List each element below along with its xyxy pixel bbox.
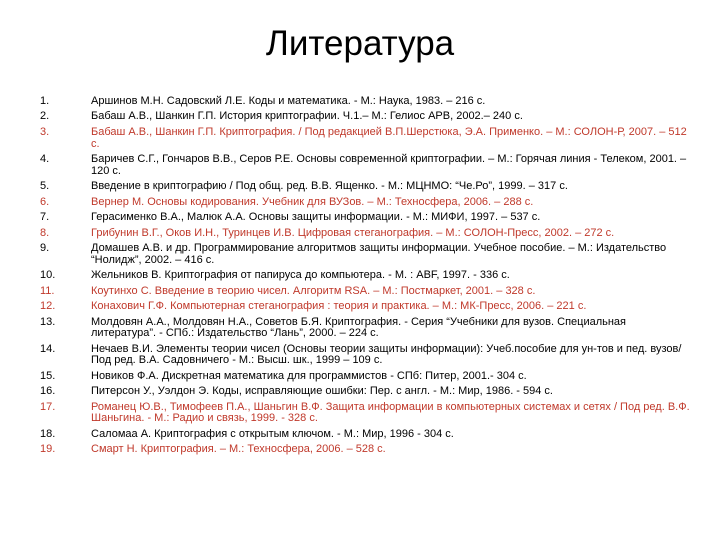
list-item-text: Смарт Н. Криптография. – М.: Техносфера, 2006. – 528 с. [91,443,386,456]
list-item [40,371,690,383]
list-item-text: Новиков Ф.А. Дискретная математика для программистов - СПб: Питер, 2001.- 304 с. [91,369,527,382]
list-item [40,127,690,150]
page-title: Литература [265,24,455,63]
list-item-text: Романец Ю.В., Тимофеев П.А., Шаньгин В.Ф. Защита информации в компьютерных системах и сетях / Под ред. В.Ф. Шаньгина. - М.: Радио и связь, 1999. - 328 с. [91,400,690,425]
list-item [40,344,690,367]
list-item-text: Введение в криптографию / Под общ. ред. В.В. Ященко. - М.: МЦНМО: “Че.Ро”, 1999. – 317 с. [91,180,568,193]
list-item [40,429,690,441]
list-item-number: 12. [40,300,56,313]
list-item-number: 19. [40,443,56,456]
list-item [40,154,690,177]
list-item-text: Герасименко В.А., Малюк А.А. Основы защиты информации. - М.: МИФИ, 1997. – 537 с. [91,211,541,224]
list-item-text: Бабаш А.В., Шанкин Г.П. Криптография. / Под редакцией В.П.Шерстюка, Э.А. Применко. – М.: СОЛОН-Р, 2007. – 512 с. [91,125,687,150]
list-item [40,96,690,108]
list-item-text: Нечаев В.И. Элементы теории чисел (Основы теории защиты информации): Учеб.пособие для ун-тов и пед. вузов/ Под ред. В.А. Садовничего - М.: Высш. шк., 1999 – 109 с. [91,342,682,367]
list-item-text: Домашев А.В. и др. Программирование алгоритмов защиты информации. Учебное пособие. – М.: Издательство “Нолидж”, 2002. – 416 с. [91,242,667,266]
list-item-text: Аршинов М.Н. Садовский Л.Е. Коды и математика. - М.: Наука, 1983. – 216 с. [91,95,486,107]
list-item-number: 4. [40,153,50,166]
list-item-text: Жельников В. Криптография от папируса до компьютера. - М. : ABF, 1997. - 336 с. [91,269,510,282]
list-item-number: 5. [40,180,50,193]
list-item-number: 13. [40,315,56,328]
list-item [40,243,690,266]
list-item [40,197,690,209]
list-item-number: 2. [40,110,50,123]
list-item-number: 7. [40,211,50,224]
list-item-number: 11. [40,284,55,297]
list-item [40,386,690,398]
list-item-text: Бабаш А.В., Шанкин Г.П. История криптографии. Ч.1.– М.: Гелиос АРВ, 2002.– 240 с. [91,110,523,123]
list-item [40,286,690,298]
list-item-number: 18. [40,427,56,440]
list-item [40,212,690,224]
list-item-number: 14. [40,342,56,355]
list-item-text: Питерсон У., Уэлдон Э. Коды, исправляющие ошибки: Пер. с англ. - М.: Мир, 1986. - 594 с. [91,385,553,398]
list-item-number: 15. [40,369,56,382]
list-item-number: 10. [40,269,56,282]
list-item [40,228,690,240]
list-item [40,444,690,456]
list-item-text: Баричев С.Г., Гончаров В.В., Серов Р.Е. Основы современной криптографии. – М.: Горячая линия - Телеком, 2001. – 120 с. [91,153,687,177]
list-item-number: 6. [40,195,50,208]
list-item [40,402,690,425]
list-item-text: Коутинхо С. Введение в теорию чисел. Алгоритм RSA. – М.: Постмаркет, 2001. – 328 с. [91,284,536,297]
list-item-number: 16. [40,385,56,398]
list-item-text: Саломаа А. Криптография с открытым ключом. - М.: Мир, 1996 - 304 с. [91,427,454,440]
reference-list [40,96,690,460]
list-item-number: 9. [40,242,50,255]
list-item [40,270,690,282]
list-item-number: 17. [40,400,56,413]
list-item [40,301,690,313]
list-item-number: 3. [40,125,50,138]
list-item-text: Грибунин В.Г., Оков И.Н., Туринцев И.В. Цифровая стеганография. – М.: СОЛОН-Пресс, 2002. – 272 с. [91,226,615,239]
list-item-number: 8. [40,226,50,239]
list-item [40,111,690,123]
list-item-text: Вернер М. Основы кодирования. Учебник для ВУЗов. – М.: Техносфера, 2006. – 288 с. [91,195,534,208]
list-item [40,181,690,193]
list-item-number: 1. [40,95,50,107]
list-item-text: Конахович Г.Ф. Компьютерная стеганография : теория и практика. – М.: МК-Пресс, 2006. – 221 с. [91,300,587,313]
list-item [40,317,690,340]
list-item-text: Молдовян А.А., Молдовян Н.А., Советов Б.Я. Криптография. - Серия “Учебники для вузов. Специальная литература”. - СПб.: Издательство “Лань”, 2000. – 224 с. [91,315,627,340]
